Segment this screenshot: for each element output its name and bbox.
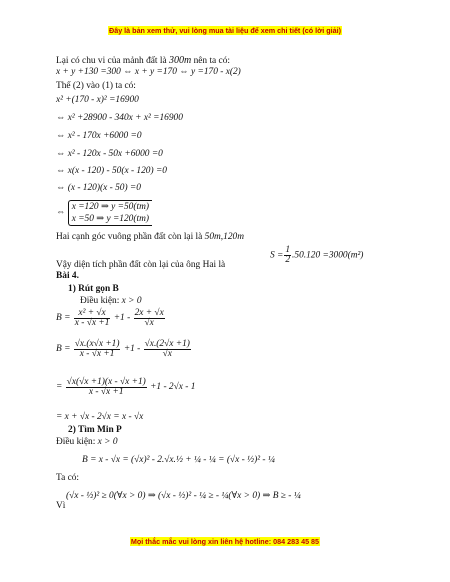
rewrite-3: = $\frac{√x(√x +1)(x - √x +1)}{x - √x +1}$ +1 - 2√x - 1 xyxy=(56,377,196,397)
rewrite-1: B = $\frac{\text{x² + √x}}{x - √x +1}$ +1 - $\frac{2x + √x}{√x}$ xyxy=(56,308,164,328)
condition-2: Điều kiện: x > 0 xyxy=(56,437,118,447)
step-5: ⇔ x(x - 120) - 50(x - 120) =0 xyxy=(56,166,167,176)
step-4: ⇔ x² - 120x - 50x +6000 =0 xyxy=(56,149,163,159)
taco-label: Ta có: xyxy=(56,473,80,483)
b-expression: B = x - √x = (√x)² - 2.√x.½ + ¼ - ¼ = (√x - ½)² - ¼ xyxy=(82,455,275,465)
substitute-text: Thế (2) vào (1) ta có: xyxy=(56,81,136,91)
rewrite-2: B = $\frac{√x.(x√x +1)}{x - √x +1}$ +1 - $\frac{√x.(2√x +1)}{√x}$ xyxy=(56,339,190,359)
inequality-chain: (√x - ½)² ≥ 0(∀x > 0) ⇒ (√x - ½)² - ¼ ≥ - ¼(∀x > 0) ⇒ B ≥ - ¼ xyxy=(66,491,301,501)
part1-title: 1) Rút gọn B xyxy=(68,284,119,294)
rewrite-4: = x + √x - 2√x = x - √x xyxy=(56,412,144,422)
condition-1: Điều kiện: x > 0 xyxy=(80,296,142,306)
area-conclusion: Vậy diện tích phần đất còn lại của ông Hai là xyxy=(56,260,226,270)
step-3: ⇔ x² - 170x +6000 =0 xyxy=(56,131,142,141)
perimeter-line: Lại có chu vi của mảnh đất là 300m nên ta có: xyxy=(56,55,231,66)
step-7-system: ⇔ x =120 ⇒ y =50(tm) x =50 ⇒ y =120(tm) xyxy=(56,200,152,226)
eq-2: x + y +130 =300 ⇔ x + y =170 ⇔ y =170 - x(2) xyxy=(56,67,241,77)
step-2: ⇔ x² +28900 - 340x + x² =16900 xyxy=(56,113,183,123)
step-6: ⇔ (x - 120)(x - 50) =0 xyxy=(56,183,141,193)
bai4-heading: Bài 4. xyxy=(56,271,79,281)
step-1: x² +(170 - x)² =16900 xyxy=(56,95,139,105)
area-formula: S = $\frac{1}{2}$ .50.120 =3000(m²) xyxy=(270,245,364,265)
vi-label: Vì xyxy=(56,501,66,511)
part2-title: 2) Tìm Min P xyxy=(68,425,122,435)
legs-line: Hai cạnh góc vuông phần đất còn lại là 50m,120m xyxy=(56,232,244,242)
preview-banner: Đây là bản xem thử, vui lòng mua tài liệu để xem chi tiết (có lời giải) xyxy=(109,26,341,35)
hotline-banner: Mọi thắc mắc vui lòng xin liên hệ hotline: 084 283 45 85 xyxy=(130,537,320,546)
